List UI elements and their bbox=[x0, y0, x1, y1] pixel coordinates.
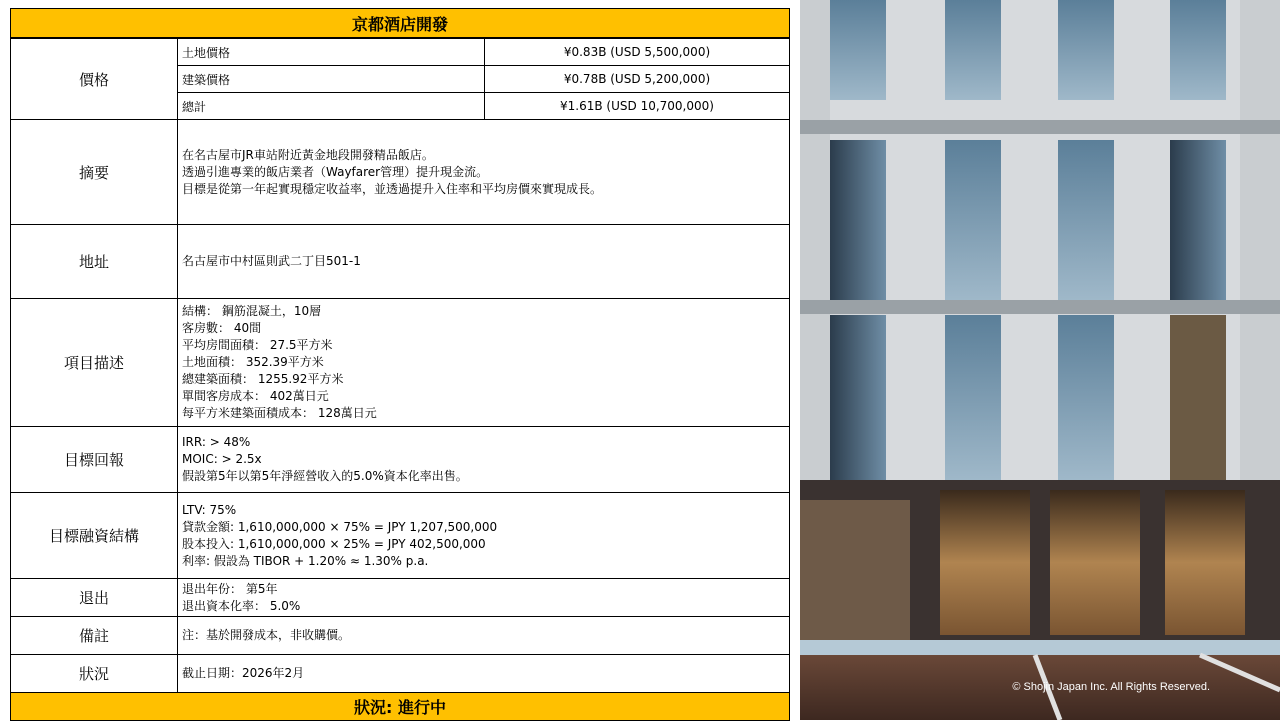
table-row bbox=[11, 39, 790, 66]
hotel-photo bbox=[800, 0, 1280, 720]
status-footer: 狀況: 進行中 bbox=[10, 693, 790, 721]
address-value: 名古屋市中村區則武二丁目501-1 bbox=[178, 225, 790, 299]
project-line: 總建築面積： 1255.92平方米 bbox=[182, 372, 344, 386]
summary-line: 目標是從第一年起實現穩定收益率，並透過提升入住率和平均房價來實現成長。 bbox=[182, 181, 603, 196]
financing-line: 股本投入: 1,610,000,000 × 25% = JPY 402,500,000 bbox=[182, 536, 486, 551]
financing-line: 貸款金額: 1,610,000,000 × 75% = JPY 1,207,500,000 bbox=[182, 519, 498, 534]
total-price-label: 總計 bbox=[178, 93, 485, 120]
land-price-label: 土地價格 bbox=[178, 39, 485, 66]
summary-line: 在名古屋市JR車站附近黃金地段開發精品飯店。 bbox=[182, 147, 434, 162]
construction-price-label: 建築價格 bbox=[178, 66, 485, 93]
financing-label: 目標融資結構 bbox=[11, 493, 178, 579]
investment-sheet bbox=[10, 8, 790, 719]
project-line: 客房數： 40間 bbox=[182, 321, 262, 335]
address-label: 地址 bbox=[11, 225, 178, 299]
target-return-text bbox=[178, 427, 790, 493]
table-row bbox=[11, 225, 790, 299]
table-row bbox=[11, 120, 790, 225]
project-label: 項目描述 bbox=[11, 299, 178, 427]
project-line: 結構： 鋼筋混凝土，10層 bbox=[182, 304, 322, 318]
photo-copyright: © Shojin Japan Inc. All Rights Reserved. bbox=[1012, 681, 1210, 693]
table-row bbox=[11, 299, 790, 427]
summary-label: 摘要 bbox=[11, 120, 178, 225]
table-row bbox=[11, 617, 790, 655]
details-table bbox=[10, 38, 790, 693]
table-row bbox=[11, 655, 790, 693]
project-text bbox=[178, 299, 790, 427]
summary-text bbox=[178, 120, 790, 225]
financing-line: 利率: 假設為 TIBOR + 1.20% ≈ 1.30% p.a. bbox=[182, 553, 429, 568]
land-price-value: ¥0.83B (USD 5,500,000) bbox=[485, 39, 790, 66]
return-line: IRR: > 48% bbox=[182, 435, 251, 449]
price-label: 價格 bbox=[11, 39, 178, 120]
remarks-label: 備註 bbox=[11, 617, 178, 655]
exit-line: 退出年份： 第5年 bbox=[182, 581, 278, 596]
project-line: 每平方米建築面積成本： 128萬日元 bbox=[182, 406, 377, 420]
exit-label: 退出 bbox=[11, 579, 178, 617]
financing-line: LTV: 75% bbox=[182, 502, 237, 517]
summary-line: 透過引進專業的飯店業者（Wayfarer管理）提升現金流。 bbox=[182, 164, 489, 179]
remarks-value: 注：基於開發成本，非收購價。 bbox=[178, 617, 790, 655]
status-value: 截止日期：2026年2月 bbox=[178, 655, 790, 693]
table-row bbox=[11, 427, 790, 493]
project-line: 平均房間面積： 27.5平方米 bbox=[182, 338, 333, 352]
exit-line: 退出資本化率： 5.0% bbox=[182, 598, 301, 613]
hotel-facade-illustration bbox=[800, 0, 1280, 720]
target-return-label: 目標回報 bbox=[11, 427, 178, 493]
financing-text bbox=[178, 493, 790, 579]
construction-price-value: ¥0.78B (USD 5,200,000) bbox=[485, 66, 790, 93]
project-line: 土地面積： 352.39平方米 bbox=[182, 355, 324, 369]
table-row bbox=[11, 579, 790, 617]
table-row bbox=[11, 493, 790, 579]
exit-text bbox=[178, 579, 790, 617]
project-line: 單間客房成本： 402萬日元 bbox=[182, 389, 329, 403]
total-price-value: ¥1.61B (USD 10,700,000) bbox=[485, 93, 790, 120]
sheet-title: 京都酒店開發 bbox=[10, 8, 790, 38]
return-line: 假設第5年以第5年淨經營收入的5.0%資本化率出售。 bbox=[182, 469, 468, 483]
status-label: 狀況 bbox=[11, 655, 178, 693]
return-line: MOIC: > 2.5x bbox=[182, 452, 262, 466]
